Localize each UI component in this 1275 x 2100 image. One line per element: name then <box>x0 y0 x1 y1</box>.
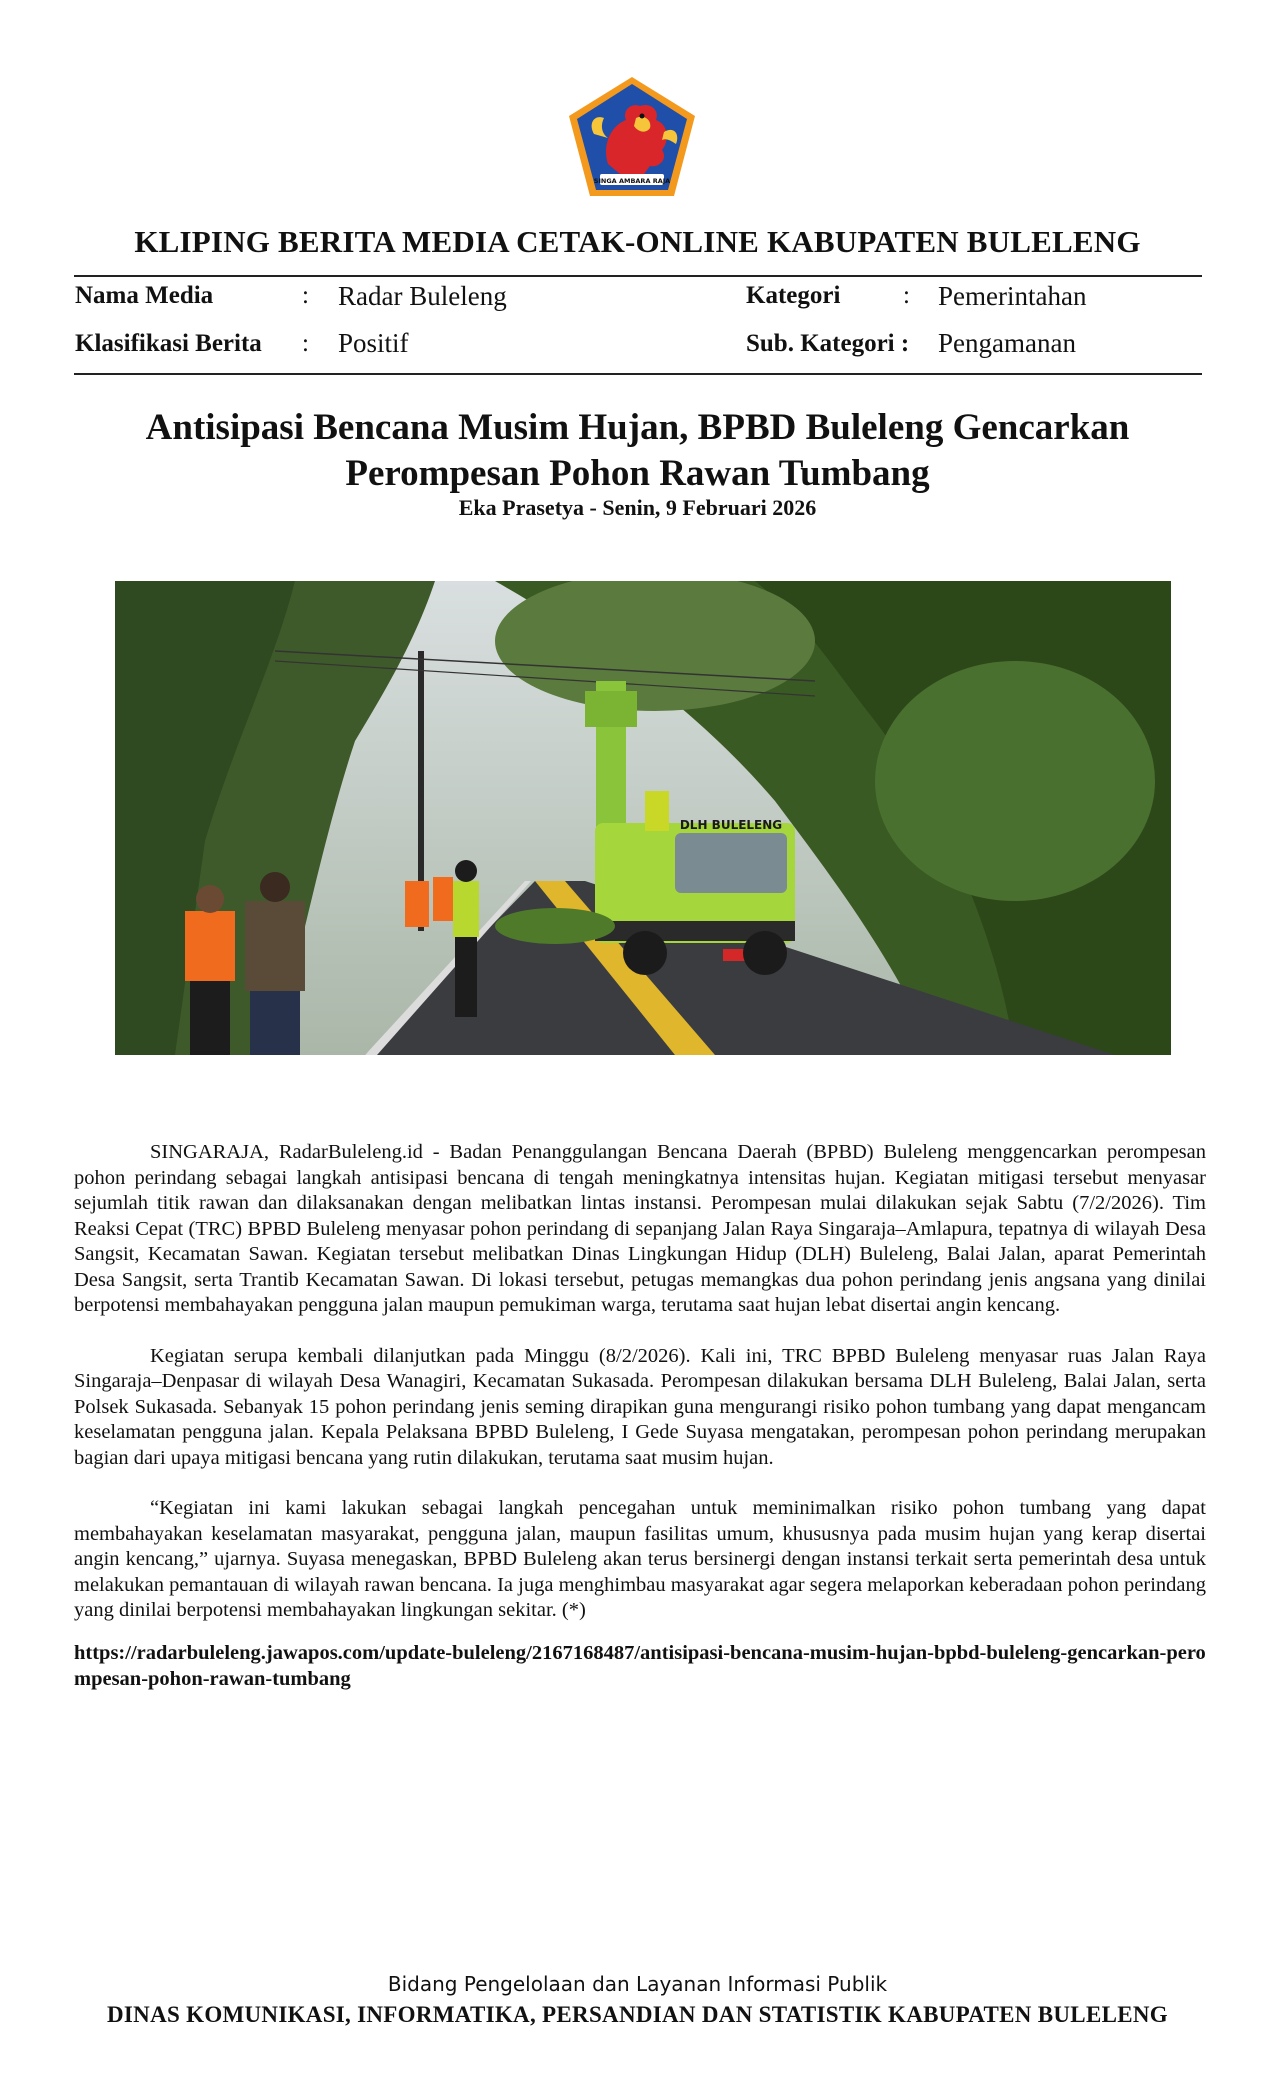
article-photo <box>115 581 1171 1055</box>
subkategori-value: Pengamanan <box>938 328 1076 358</box>
truck-label: DLH BULELENG <box>679 818 783 832</box>
article-headline: Antisipasi Bencana Musim Hujan, BPBD Buleleng Gencarkan Perompesan Pohon Rawan Tumbang <box>145 407 1130 494</box>
kategori-value: Pemerintahan <box>938 281 1087 311</box>
media-value: Radar Buleleng <box>338 281 507 311</box>
media-label: Nama Media <box>75 282 214 309</box>
article-paragraph: Kegiatan serupa kembali dilanjutkan pada Minggu (8/2/2026). Kali ini, TRC BPBD Buleleng menyasar ruas Jalan Raya Singaraja–Denpasar di wilayah Desa Wanagiri, Kecamatan Sukasada. Perompesan dilakukan bersama DLH Buleleng, Balai Jalan, serta Polsek Sukasada. Sebanyak 15 pohon perindang jenis seming dirapikan guna mengurangi risiko pohon tumbang yang dapat mengancam keselamatan pengguna jalan. Kepala Pelaksana BPBD Buleleng, I Gede Suyasa mengatakan, perompesan pohon perindang merupakan bagian dari upaya mitigasi bencana yang rutin dilakukan, terutama saat musim hujan. <box>74 1344 1206 1469</box>
kategori-label: Kategori <box>746 282 841 309</box>
buleleng-regency-emblem-icon <box>564 74 700 200</box>
source-link[interactable]: https://radarbuleleng.jawapos.com/update-buleleng/2167168487/antisipasi-bencana-musim-hujan-bpbd-buleleng-gencarkan-perompesan-pohon-rawan-tumbang <box>74 1642 1206 1690</box>
article-byline: Eka Prasetya - Senin, 9 Februari 2026 <box>458 495 817 520</box>
page-title: KLIPING BERITA MEDIA CETAK-ONLINE KABUPATEN BULELENG <box>134 224 1141 259</box>
klasifikasi-value: Positif <box>338 328 409 358</box>
meta-bottom-divider <box>74 373 1202 375</box>
media-colon: : <box>302 282 309 309</box>
footer-department: Bidang Pengelolaan dan Layanan Informasi Publik <box>387 1972 888 1996</box>
kategori-colon: : <box>903 282 910 309</box>
article-paragraph: “Kegiatan ini kami lakukan sebagai langkah pencegahan untuk meminimalkan risiko pohon tumbang yang dapat membahayakan keselamatan masyarakat, pengguna jalan, maupun fasilitas umum, khususnya pada musim hujan yang kerap disertai angin kencang,” ujarnya. Suyasa menegaskan, BPBD Buleleng akan terus bersinergi dengan instansi terkait serta pemerintah desa untuk melakukan pemantauan di wilayah rawan bencana. Ia juga menghimbau masyarakat agar segera melaporkan keberadaan pohon perindang yang dinilai berpotensi membahayakan lingkungan sekitar. (*) <box>74 1497 1206 1621</box>
klasifikasi-label: Klasifikasi Berita <box>75 330 262 357</box>
article-body <box>74 1140 1206 1649</box>
emblem-motto: SINGA AMBARA RAJA <box>593 177 671 185</box>
meta-top-divider <box>74 275 1202 277</box>
footer-agency: DINAS KOMUNIKASI, INFORMATIKA, PERSANDIAN DAN STATISTIK KABUPATEN BULELENG <box>107 2002 1168 2027</box>
klasifikasi-colon: : <box>302 330 309 357</box>
article-paragraph: SINGARAJA, RadarBuleleng.id - Badan Penanggulangan Bencana Daerah (BPBD) Buleleng menggencarkan perompesan pohon perindang sebagai langkah antisipasi bencana di tengah meningkatnya intensitas hujan. Kegiatan mitigasi tersebut menyasar sejumlah titik rawan dan dilaksanakan dengan melibatkan lintas instansi. Perompesan mulai dilakukan sejak Sabtu (7/2/2026). Tim Reaksi Cepat (TRC) BPBD Buleleng menyasar pohon perindang di sepanjang Jalan Raya Singaraja–Amlapura, tepatnya di wilayah Desa Sangsit, Kecamatan Sawan. Kegiatan tersebut melibatkan Dinas Lingkungan Hidup (DLH) Buleleng, Balai Jalan, aparat Pemerintah Desa Sangsit, serta Trantib Kecamatan Sawan. Di lokasi tersebut, petugas memangkas dua pohon perindang jenis angsana yang dinilai berpotensi membahayakan pengguna jalan maupun pemukiman warga, terutama saat hujan lebat disertai angin kencang. <box>74 1141 1206 1316</box>
subkategori-label: Sub. Kategori : <box>746 330 910 357</box>
